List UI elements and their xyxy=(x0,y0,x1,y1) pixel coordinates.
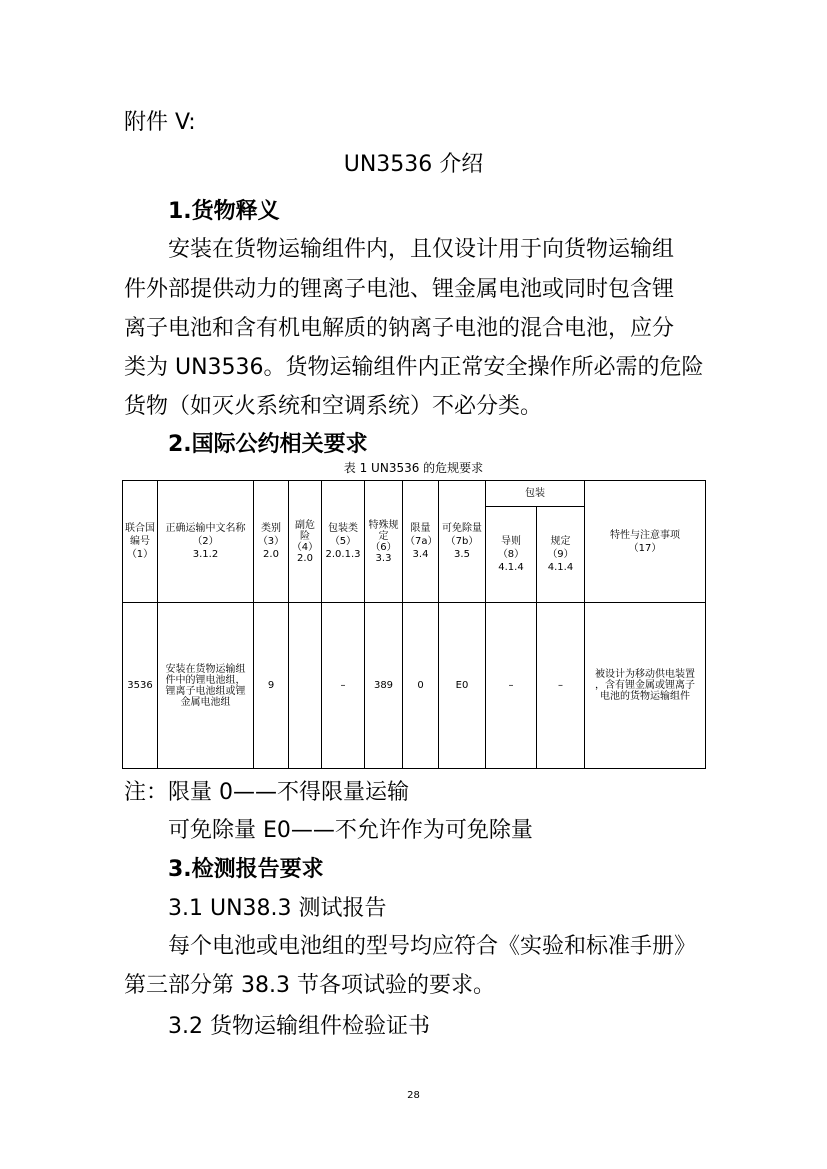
annex-label: 附件 V: xyxy=(124,110,196,135)
note-line: 可免除量 E0——不允许作为可免除量 xyxy=(168,818,533,843)
section-1-heading: 1.货物释义 xyxy=(168,199,280,224)
header-excepted-quantity: 可免除量 （7b） 3.5 xyxy=(439,481,486,603)
cell-packing-instructions: – xyxy=(486,603,537,769)
header-packing-instructions: 导则 （8） 4.1.4 xyxy=(486,507,537,603)
page-number: 28 xyxy=(407,1090,420,1101)
section-1-line: 离子电池和含有机电解质的钠离子电池的混合电池，应分 xyxy=(124,316,675,341)
section-2-heading: 2.国际公约相关要求 xyxy=(168,432,368,457)
table-row xyxy=(123,603,706,769)
cell-class: 9 xyxy=(254,603,289,769)
cell-shipping-name: 安装在货物运输组 件中的锂电池组， 锂离子电池组或锂 金属电池组 xyxy=(158,603,254,769)
section-3-heading: 3.检测报告要求 xyxy=(168,857,324,882)
section-1-line: 安装在货物运输组件内，且仅设计用于向货物运输组 xyxy=(168,237,675,262)
cell-properties: 被设计为移动供电装置 ，含有锂金属或锂离子 电池的货物运输组件 xyxy=(585,603,706,769)
note-line: 注：限量 0——不得限量运输 xyxy=(124,780,409,805)
section-3-line: 每个电池或电池组的型号均应符合《实验和标准手册》 xyxy=(168,934,697,959)
header-special-provisions: 特殊规 定 （6） 3.3 xyxy=(365,481,403,603)
cell-special-provisions: 389 xyxy=(365,603,403,769)
header-shipping-name: 正确运输中文名称 （2） 3.1.2 xyxy=(158,481,254,603)
cell-excepted-quantity: E0 xyxy=(439,603,486,769)
header-un-number: 联合国 编号 （1） xyxy=(123,481,158,603)
header-class: 类别 （3） 2.0 xyxy=(254,481,289,603)
header-packing-provisions: 规定 （9） 4.1.4 xyxy=(537,507,585,603)
section-3-line: 第三部分第 38.3 节各项试验的要求。 xyxy=(124,973,495,998)
document-title: UN3536 介绍 xyxy=(343,152,484,177)
header-limited-quantity: 限量 （7a） 3.4 xyxy=(403,481,439,603)
subsection-3-2-title: 3.2 货物运输组件检验证书 xyxy=(168,1014,430,1039)
section-1-line: 件外部提供动力的锂离子电池、锂金属电池或同时包含锂 xyxy=(124,277,675,302)
dangerous-goods-table xyxy=(122,480,705,769)
section-1-line: 类为 UN3536。货物运输组件内正常安全操作所必需的危险 xyxy=(124,355,704,380)
cell-un-number: 3536 xyxy=(123,603,158,769)
cell-packing-group: – xyxy=(322,603,365,769)
header-sub-risk: 副危 险 （4） 2.0 xyxy=(289,481,322,603)
header-packaging: 包装 xyxy=(486,481,585,507)
header-packing-group: 包装类 （5） 2.0.1.3 xyxy=(322,481,365,603)
section-1-line: 货物（如灭火系统和空调系统）不必分类。 xyxy=(124,394,543,419)
header-properties: 特性与注意事项 （17） xyxy=(585,481,706,603)
table-caption: 表 1 UN3536 的危规要求 xyxy=(343,461,484,475)
cell-limited-quantity: 0 xyxy=(403,603,439,769)
cell-packing-provisions: – xyxy=(537,603,585,769)
subsection-3-1-title: 3.1 UN38.3 测试报告 xyxy=(168,896,387,921)
cell-sub-risk xyxy=(289,603,322,769)
